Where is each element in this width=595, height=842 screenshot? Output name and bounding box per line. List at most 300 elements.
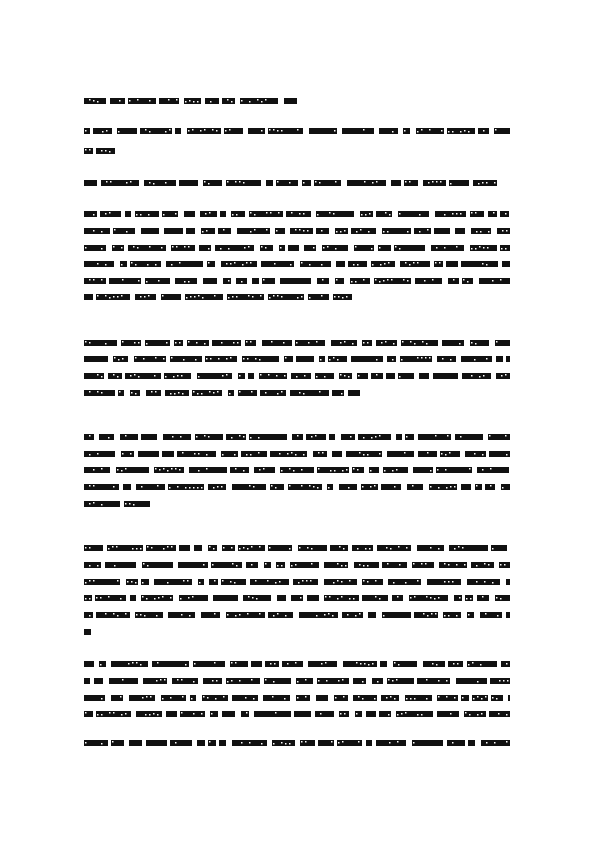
glyph-gap	[97, 565, 99, 567]
glyph-gap	[501, 375, 503, 377]
glyph-gap	[460, 213, 462, 215]
glyph-gap	[117, 615, 119, 617]
glyph-gap	[101, 468, 103, 470]
glyph-gap	[140, 548, 142, 550]
glyph-gap	[173, 376, 175, 378]
illegible-word	[284, 356, 293, 362]
glyph-gap	[426, 698, 428, 700]
illegible-word	[279, 245, 285, 251]
glyph-gap	[434, 598, 436, 600]
glyph-gap	[355, 615, 357, 617]
glyph-gap	[456, 564, 458, 566]
glyph-gap	[251, 546, 253, 548]
glyph-gap	[117, 469, 119, 471]
illegible-word	[292, 434, 303, 440]
glyph-gap	[376, 359, 378, 361]
illegible-word	[230, 661, 248, 667]
illegible-word	[418, 451, 437, 457]
glyph-gap	[142, 596, 144, 598]
glyph-gap	[471, 248, 473, 250]
glyph-gap	[204, 129, 206, 131]
glyph-gap	[375, 580, 377, 582]
glyph-gap	[232, 214, 234, 216]
glyph-gap	[138, 342, 140, 344]
illegible-word	[388, 579, 421, 585]
glyph-gap	[113, 246, 115, 248]
illegible-word	[192, 390, 222, 396]
illegible-word	[228, 390, 234, 396]
glyph-gap	[231, 662, 233, 664]
glyph-gap	[492, 697, 494, 699]
illegible-word	[201, 612, 220, 618]
illegible-word	[423, 661, 445, 667]
glyph-gap	[401, 713, 403, 715]
glyph-gap	[273, 743, 275, 745]
glyph-gap	[169, 487, 171, 489]
glyph-gap	[474, 453, 476, 455]
glyph-gap	[125, 503, 127, 505]
illegible-word	[135, 612, 163, 618]
glyph-gap	[265, 392, 267, 394]
glyph-gap	[486, 358, 488, 360]
glyph-gap	[488, 231, 490, 233]
illegible-word	[109, 278, 141, 284]
glyph-gap	[387, 563, 389, 565]
illegible-word	[337, 740, 362, 746]
glyph-gap	[489, 435, 491, 437]
glyph-gap	[101, 392, 103, 394]
illegible-word	[461, 484, 471, 490]
glyph-gap	[129, 503, 131, 505]
glyph-gap	[137, 247, 139, 249]
glyph-gap	[430, 597, 432, 599]
illegible-word	[84, 245, 106, 251]
illegible-word	[473, 180, 497, 186]
glyph-gap	[476, 485, 478, 487]
glyph-gap	[164, 679, 166, 681]
illegible-line	[84, 629, 91, 635]
glyph-gap	[320, 713, 322, 715]
illegible-word	[324, 579, 357, 585]
glyph-gap	[308, 342, 310, 344]
glyph-gap	[346, 296, 348, 298]
illegible-word	[508, 695, 510, 701]
glyph-gap	[319, 391, 321, 393]
glyph-gap	[364, 181, 366, 183]
glyph-gap	[279, 581, 281, 583]
glyph-gap	[192, 129, 194, 131]
glyph-gap	[495, 129, 497, 131]
glyph-gap	[376, 181, 378, 183]
glyph-gap	[359, 452, 361, 454]
illegible-word	[138, 451, 159, 457]
glyph-gap	[265, 247, 267, 249]
glyph-gap	[356, 713, 358, 715]
glyph-gap	[464, 564, 466, 566]
glyph-gap	[459, 343, 461, 345]
glyph-gap	[179, 469, 181, 471]
glyph-gap	[208, 248, 210, 250]
glyph-gap	[261, 246, 263, 248]
illegible-line	[84, 579, 510, 585]
glyph-gap	[469, 714, 471, 716]
glyph-gap	[281, 470, 283, 472]
glyph-gap	[109, 297, 111, 299]
illegible-word	[276, 180, 298, 186]
glyph-gap	[316, 615, 318, 617]
glyph-gap	[421, 563, 423, 565]
glyph-gap	[243, 358, 245, 360]
glyph-gap	[196, 436, 198, 438]
glyph-gap	[450, 486, 452, 488]
glyph-gap	[396, 469, 398, 471]
glyph-gap	[295, 229, 297, 231]
glyph-gap	[438, 548, 440, 550]
glyph-gap	[118, 131, 120, 133]
glyph-gap	[476, 581, 478, 583]
glyph-gap	[208, 183, 210, 185]
illegible-line	[84, 612, 510, 618]
glyph-gap	[242, 264, 244, 266]
glyph-gap	[370, 486, 372, 488]
illegible-word	[143, 678, 167, 684]
glyph-gap	[165, 182, 167, 184]
glyph-gap	[338, 296, 340, 298]
glyph-gap	[334, 130, 336, 132]
glyph-gap	[429, 357, 431, 359]
illegible-line	[84, 148, 115, 154]
glyph-gap	[275, 487, 277, 489]
illegible-word	[381, 695, 399, 701]
glyph-gap	[136, 662, 138, 664]
glyph-gap	[414, 596, 416, 598]
glyph-gap	[340, 374, 342, 376]
glyph-gap	[204, 435, 206, 437]
illegible-word	[353, 695, 377, 701]
glyph-gap	[176, 246, 178, 248]
illegible-word	[300, 261, 331, 267]
glyph-gap	[185, 487, 187, 489]
glyph-gap	[179, 342, 181, 344]
illegible-line	[84, 661, 510, 667]
glyph-gap	[497, 615, 499, 617]
illegible-word	[468, 740, 475, 746]
glyph-gap	[244, 247, 246, 249]
glyph-gap	[155, 468, 157, 470]
glyph-gap	[450, 183, 452, 185]
glyph-gap	[96, 597, 98, 599]
illegible-word	[128, 245, 166, 251]
glyph-gap	[311, 563, 313, 565]
glyph-gap	[372, 182, 374, 184]
illegible-word	[393, 661, 417, 667]
glyph-gap	[337, 580, 339, 582]
glyph-gap	[419, 231, 421, 233]
glyph-gap	[281, 130, 283, 132]
illegible-word	[391, 180, 401, 186]
glyph-gap	[392, 131, 394, 133]
glyph-gap	[166, 342, 168, 344]
glyph-gap	[506, 454, 508, 456]
illegible-word	[501, 661, 510, 667]
illegible-word	[163, 434, 191, 440]
glyph-gap	[305, 679, 307, 681]
glyph-gap	[97, 391, 99, 393]
illegible-word	[99, 434, 114, 440]
illegible-word	[262, 340, 292, 346]
illegible-word	[136, 484, 165, 490]
glyph-gap	[383, 280, 385, 282]
glyph-gap	[507, 680, 509, 682]
glyph-gap	[266, 212, 268, 214]
illegible-word	[442, 340, 464, 346]
glyph-gap	[230, 581, 232, 583]
illegible-word	[400, 356, 432, 362]
glyph-gap	[362, 486, 364, 488]
glyph-gap	[417, 714, 419, 716]
glyph-gap	[480, 231, 482, 233]
illegible-word	[288, 484, 322, 490]
glyph-gap	[313, 486, 315, 488]
glyph-gap	[213, 487, 215, 489]
glyph-gap	[444, 247, 446, 249]
glyph-gap	[180, 598, 182, 600]
glyph-gap	[301, 262, 303, 264]
glyph-gap	[89, 503, 91, 505]
glyph-gap	[198, 453, 200, 455]
glyph-gap	[257, 99, 259, 101]
glyph-gap	[158, 597, 160, 599]
illegible-word	[125, 211, 131, 217]
illegible-word	[237, 228, 270, 234]
glyph-gap	[452, 131, 454, 133]
illegible-word	[296, 356, 314, 362]
glyph-gap	[101, 150, 103, 152]
illegible-word	[414, 228, 431, 234]
glyph-gap	[336, 231, 338, 233]
glyph-gap	[222, 454, 224, 456]
illegible-word	[354, 562, 379, 568]
illegible-word	[84, 180, 97, 186]
glyph-gap	[247, 358, 249, 360]
glyph-gap	[438, 597, 440, 599]
illegible-word	[113, 356, 128, 362]
glyph-gap	[426, 679, 428, 681]
glyph-gap	[252, 597, 254, 599]
glyph-gap	[333, 582, 335, 584]
glyph-gap	[171, 546, 173, 548]
glyph-gap	[161, 247, 163, 249]
glyph-gap	[440, 181, 442, 183]
glyph-gap	[251, 564, 253, 566]
glyph-gap	[387, 279, 389, 281]
glyph-gap	[490, 485, 492, 487]
glyph-gap	[209, 212, 211, 214]
illegible-word	[205, 356, 237, 362]
glyph-gap	[405, 582, 407, 584]
illegible-word	[219, 740, 226, 746]
glyph-gap	[227, 681, 229, 683]
glyph-gap	[270, 212, 272, 214]
glyph-gap	[402, 341, 404, 343]
glyph-gap	[383, 615, 385, 617]
glyph-gap	[121, 470, 123, 472]
glyph-gap	[476, 231, 478, 233]
glyph-gap	[154, 598, 156, 600]
glyph-gap	[380, 264, 382, 266]
glyph-gap	[363, 279, 365, 281]
glyph-gap	[172, 436, 174, 438]
glyph-gap	[248, 596, 250, 598]
glyph-gap	[459, 597, 461, 599]
illegible-word	[146, 740, 167, 746]
glyph-gap	[444, 214, 446, 216]
glyph-gap	[315, 435, 317, 437]
glyph-gap	[406, 436, 408, 438]
illegible-word	[366, 711, 376, 717]
glyph-gap	[255, 358, 257, 360]
glyph-gap	[198, 376, 200, 378]
glyph-gap	[171, 468, 173, 470]
glyph-gap	[246, 712, 248, 714]
glyph-gap	[101, 743, 103, 745]
glyph-gap	[311, 548, 313, 550]
illegible-word	[437, 711, 459, 717]
illegible-word	[412, 740, 443, 746]
illegible-word	[387, 451, 414, 457]
glyph-gap	[141, 486, 143, 488]
glyph-gap	[269, 297, 271, 299]
glyph-gap	[447, 435, 449, 437]
illegible-word	[84, 545, 103, 551]
glyph-gap	[261, 101, 263, 103]
illegible-word	[135, 211, 159, 217]
illegible-line	[84, 180, 497, 186]
illegible-word	[477, 595, 489, 601]
illegible-word	[467, 661, 497, 667]
illegible-word	[500, 211, 509, 217]
illegible-word	[290, 390, 329, 396]
glyph-gap	[97, 101, 99, 103]
glyph-gap	[333, 213, 335, 215]
glyph-gap	[295, 564, 297, 566]
illegible-word	[113, 228, 135, 234]
glyph-gap	[157, 485, 159, 487]
glyph-gap	[243, 470, 245, 472]
illegible-line	[84, 261, 510, 267]
glyph-gap	[121, 264, 123, 266]
glyph-gap	[234, 262, 236, 264]
glyph-gap	[397, 714, 399, 716]
glyph-gap	[197, 101, 199, 103]
glyph-gap	[263, 468, 265, 470]
glyph-gap	[311, 436, 313, 438]
glyph-gap	[191, 698, 193, 700]
illegible-word	[266, 180, 273, 186]
glyph-gap	[475, 343, 477, 345]
glyph-gap	[235, 662, 237, 664]
illegible-word	[84, 278, 106, 284]
glyph-gap	[374, 485, 376, 487]
illegible-word	[212, 340, 241, 346]
illegible-word	[506, 356, 510, 362]
glyph-gap	[193, 391, 195, 393]
glyph-gap	[271, 341, 273, 343]
glyph-gap	[388, 679, 390, 681]
illegible-word	[315, 711, 334, 717]
glyph-gap	[325, 596, 327, 598]
glyph-gap	[421, 129, 423, 131]
glyph-gap	[441, 130, 443, 132]
glyph-gap	[89, 615, 91, 617]
glyph-gap	[125, 435, 127, 437]
glyph-gap	[117, 296, 119, 298]
illegible-word	[280, 278, 311, 284]
glyph-gap	[239, 181, 241, 183]
glyph-gap	[431, 613, 433, 615]
glyph-gap	[506, 714, 508, 716]
glyph-gap	[335, 181, 337, 183]
glyph-gap	[309, 297, 311, 299]
illegible-line	[84, 294, 352, 300]
illegible-word	[327, 484, 333, 490]
glyph-gap	[500, 279, 502, 281]
illegible-word	[387, 356, 396, 362]
glyph-gap	[127, 581, 129, 583]
glyph-gap	[198, 295, 200, 297]
glyph-gap	[274, 663, 276, 665]
illegible-word	[496, 373, 510, 379]
illegible-word	[84, 294, 93, 300]
glyph-gap	[129, 100, 131, 102]
glyph-gap	[247, 613, 249, 615]
glyph-gap	[297, 681, 299, 683]
glyph-gap	[454, 548, 456, 550]
illegible-word	[84, 261, 114, 267]
glyph-gap	[249, 485, 251, 487]
glyph-gap	[85, 149, 87, 151]
glyph-gap	[480, 664, 482, 666]
glyph-gap	[289, 485, 291, 487]
glyph-gap	[259, 469, 261, 471]
illegible-word	[313, 451, 327, 457]
glyph-gap	[100, 664, 102, 666]
glyph-gap	[117, 376, 119, 378]
glyph-gap	[398, 664, 400, 666]
glyph-gap	[230, 357, 232, 359]
glyph-gap	[291, 452, 293, 454]
glyph-gap	[120, 696, 122, 698]
glyph-gap	[247, 548, 249, 550]
illegible-word	[316, 211, 354, 217]
illegible-word	[280, 467, 314, 473]
glyph-gap	[449, 452, 451, 454]
glyph-gap	[277, 295, 279, 297]
glyph-gap	[349, 580, 351, 582]
glyph-gap	[117, 580, 119, 582]
glyph-gap	[223, 547, 225, 549]
glyph-gap	[212, 129, 214, 131]
glyph-gap	[227, 99, 229, 101]
glyph-gap	[188, 246, 190, 248]
glyph-gap	[211, 713, 213, 715]
glyph-gap	[368, 664, 370, 666]
glyph-gap	[412, 485, 414, 487]
glyph-gap	[243, 547, 245, 549]
glyph-gap	[273, 295, 275, 297]
glyph-gap	[188, 597, 190, 599]
illegible-word	[419, 373, 429, 379]
